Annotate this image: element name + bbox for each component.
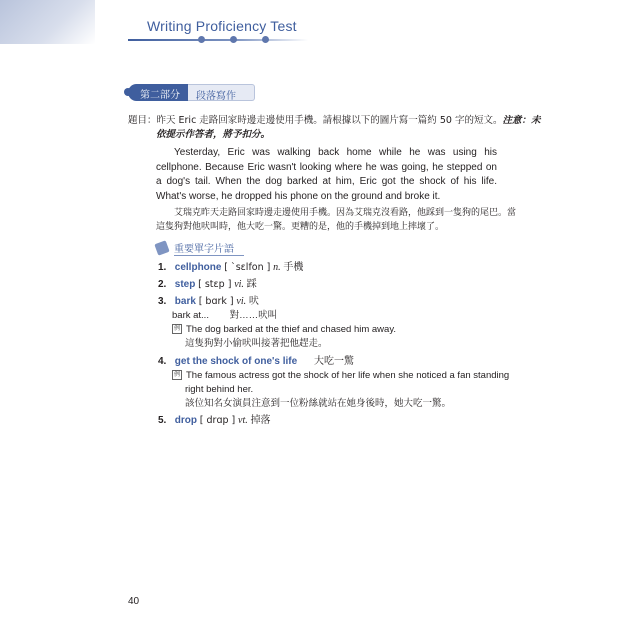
- item-word: get the shock of one's life: [174, 356, 298, 367]
- item-word: cellphone: [174, 262, 222, 273]
- item-pos: vi.: [236, 296, 247, 307]
- header-dot: [262, 36, 269, 43]
- item-word: bark: [174, 296, 196, 307]
- question-line-1: [128, 114, 540, 127]
- item-meaning: 大吃一驚: [313, 356, 354, 367]
- item-number: 3.: [158, 296, 167, 307]
- phrase: bark at...: [172, 310, 209, 321]
- item-pronunciation: [ ˋsɛlfon ]: [224, 262, 271, 273]
- item-number: 2.: [158, 279, 167, 290]
- phrase-meaning: 對……吠叫: [229, 310, 278, 321]
- translation-line-2: 這隻狗對他吠叫時，他大吃一驚。更糟的是，他的手機掉到地上摔壞了。: [156, 222, 445, 232]
- question-text: 題目：昨天 Eric 走路回家時邊走邊使用手機。請根據以下的圖片寫一篇約 50 字的短文。: [128, 115, 503, 126]
- item-meaning: 掉落: [250, 415, 271, 426]
- vocab-item: [158, 278, 257, 292]
- item-meaning: 吠: [248, 296, 259, 307]
- item-pos: vi.: [234, 279, 244, 290]
- translation-line-1: 艾瑞克昨天走路回家時邊走邊使用手機。因為艾瑞克沒看路，他踩到一隻狗的尾巴。當: [174, 208, 517, 218]
- running-header-title: Writing Proficiency Test: [147, 18, 297, 34]
- example-chinese: 該位知名女演員注意到一位粉絲就站在她身後時，她大吃一驚。: [185, 398, 452, 409]
- question-line-2: 依提示作答者，將予扣分。: [156, 129, 271, 140]
- item-number: 1.: [158, 262, 167, 273]
- header-dot: [230, 36, 237, 43]
- header-rule: [128, 39, 308, 41]
- vocab-item: [158, 414, 271, 428]
- example-icon: 例: [173, 372, 180, 379]
- item-number: 5.: [158, 415, 167, 426]
- item-pronunciation: [ stɛp ]: [198, 279, 232, 290]
- example-line: [172, 369, 509, 383]
- section-label: [128, 84, 255, 101]
- tag-icon: [154, 240, 169, 255]
- vocab-heading: [156, 240, 244, 256]
- example-icon: 例: [173, 326, 180, 333]
- item-number: 4.: [158, 356, 167, 367]
- section-name: 段落寫作: [188, 84, 255, 101]
- item-meaning: 踩: [246, 279, 257, 290]
- item-word: step: [174, 279, 196, 290]
- question-note: 注意：未: [502, 115, 541, 126]
- vocab-item: [158, 295, 259, 309]
- phrase-line: [172, 309, 277, 323]
- section-part: 第二部分: [128, 84, 188, 101]
- example-english: The dog barked at the thief and chased him away.: [186, 324, 397, 335]
- example-english-cont: right behind her.: [185, 384, 254, 395]
- example-line: [172, 323, 396, 337]
- item-pronunciation: [ bɑrk ]: [198, 296, 234, 307]
- item-pos: n.: [273, 262, 281, 273]
- example-chinese: 這隻狗對小偷吠叫接著把他趕走。: [185, 338, 328, 349]
- header-dot: [198, 36, 205, 43]
- answer-paragraph: Yesterday, Eric was walking back home while he was using his cellphone. Because Eric wasn't looking where he was going, he stepped on a dog's tail. When the dog barked at him, Eric got the shock of his life. What's worse, he dropped his phone on the ground and broke it.: [156, 147, 497, 202]
- vocab-item: [158, 261, 303, 275]
- item-pronunciation: [ drɑp ]: [199, 415, 236, 426]
- page-number: 40: [128, 596, 140, 607]
- header-corner-decoration: [0, 0, 95, 44]
- item-meaning: 手機: [283, 262, 304, 273]
- item-word: drop: [174, 415, 197, 426]
- example-english: The famous actress got the shock of her life when she noticed a fan standing: [186, 370, 510, 381]
- vocab-item: [158, 355, 354, 369]
- vocab-title: 重要單字片語: [174, 240, 244, 256]
- item-pos: vt.: [238, 415, 248, 426]
